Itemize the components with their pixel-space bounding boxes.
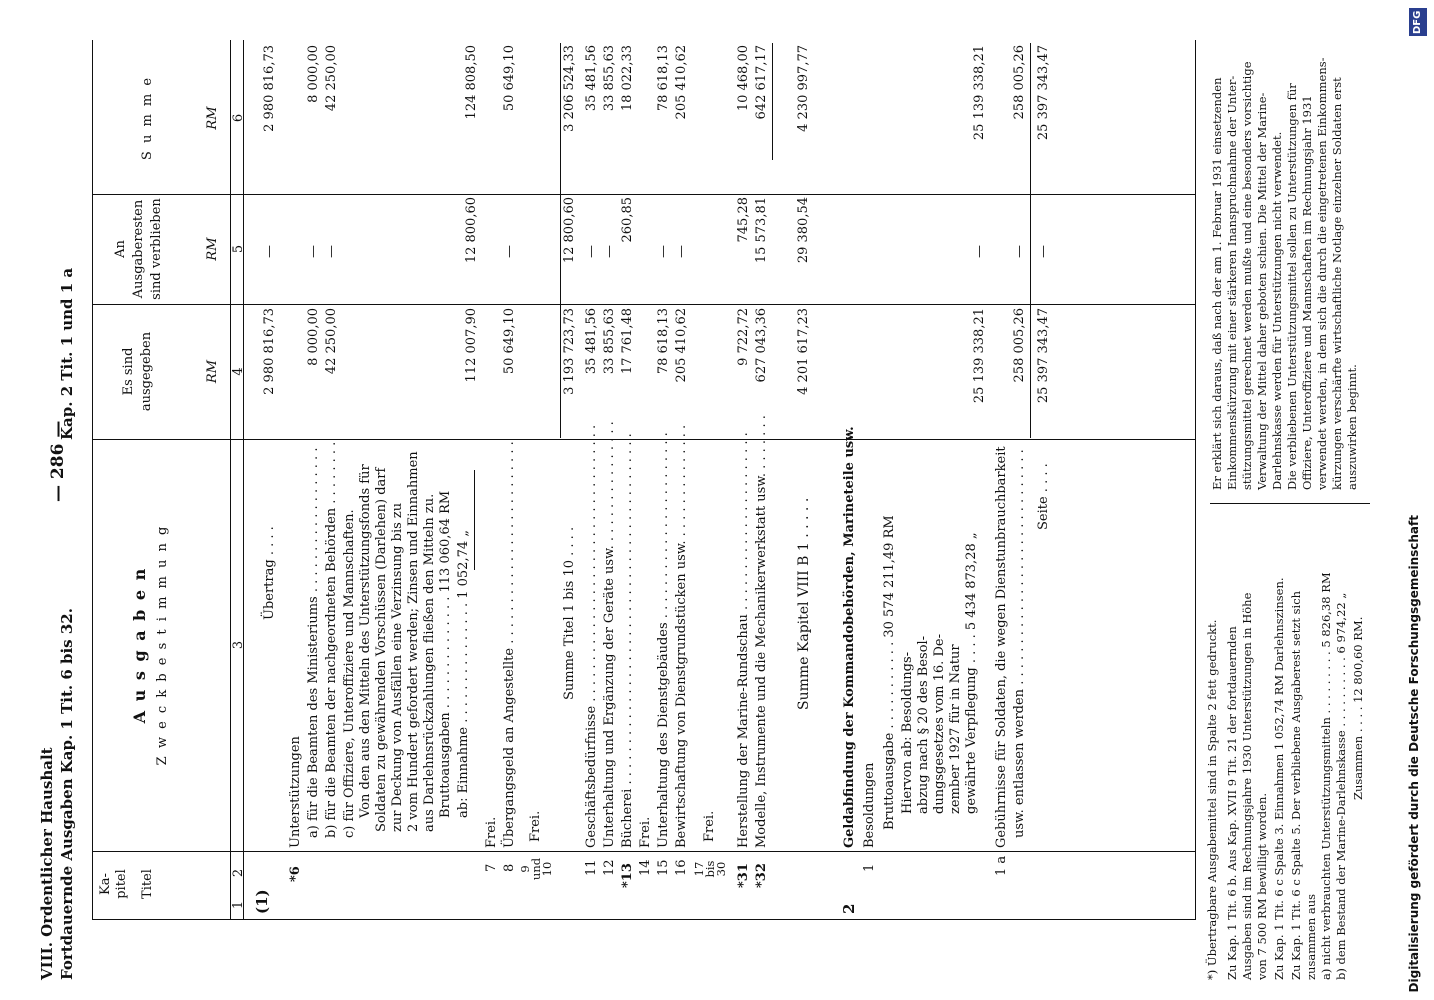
page-number: — 286 — — [48, 420, 68, 502]
col-line-1 — [92, 851, 1195, 852]
titel-8-c6: 50 649,10 — [502, 45, 517, 112]
seite-rule — [1030, 43, 1031, 438]
table-bottom-line — [1195, 40, 1196, 920]
summe-1-10-c4: 3 193 723,73 — [562, 308, 577, 395]
titel-9-10: 9 und 10 — [518, 857, 554, 881]
titel-14-text: Frei. — [638, 816, 653, 848]
footnote-2: Zu Kap. 1 Tit. 6 c Spalte 3. Einnahmen 1 052,74 RM Darlehnszinsen. — [1272, 577, 1286, 980]
kapitel-2: 2 — [840, 903, 858, 914]
unit-col4: RM — [205, 359, 220, 384]
titel-6c-line4: zur Deckung von Ausfällen eine Verzinsung bis zu — [390, 502, 405, 832]
titel-6a-c6: 8 000,00 — [306, 45, 321, 103]
footnote-3d: b) dem Bestand der Marine-Darlehnskasse . . . . . . . . . . 6 974,22 „ — [1334, 592, 1348, 980]
titel-16-c5: — — [674, 245, 689, 258]
titel-31-c4: 9 722,72 — [736, 308, 751, 366]
colnum-6: 6 — [231, 113, 246, 123]
titel-6c-line7: Bruttoausgaben . . . . . . . . . . . . . . 113 060,64 RM — [438, 490, 453, 818]
summe-1-10-c5: 12 800,60 — [562, 197, 577, 264]
titel-13-c4: 17 761,48 — [620, 308, 635, 375]
footnote-right-8: verwendet werden, in dem sich die durch die eingetretenen Einkommens- — [1315, 57, 1329, 490]
titel-15-c5: — — [656, 245, 671, 258]
seite-c5: — — [1036, 245, 1051, 258]
titel-6-text: Unterstützungen — [288, 736, 303, 848]
titel-15-text: Unterhaltung des Dienstgebäudes . . . . . . . . . . . . . . . . . . . . . . . — [656, 432, 671, 848]
titel-32: *32 — [754, 863, 769, 888]
titel-15: 15 — [656, 859, 671, 876]
footnote-1c: von 7 500 RM bewilligt worden. — [1255, 792, 1269, 980]
kap2-titel-1-line5: zember 1927 für in Natur — [948, 644, 963, 814]
summe-kap-rule — [772, 43, 773, 160]
section-title: VIII. Ordentlicher Haushalt — [38, 747, 56, 980]
colnum-5: 5 — [231, 244, 246, 254]
titel-31-c6: 10 468,00 — [736, 45, 751, 112]
kap2-titel-1-line3: abzug nach § 20 des Besol- — [916, 635, 931, 814]
titel-9-10-text: Frei. — [528, 810, 543, 842]
col-line-3 — [92, 439, 1195, 440]
kap2-titel-1-line6: gewährte Verpflegung . . . . 5 434 873,28 „ — [964, 532, 979, 814]
titel-8: 8 — [502, 863, 517, 872]
footnote-right-10: auszuwirken beginnt. — [1345, 364, 1359, 490]
titel-6a-text: a) für die Beamten des Ministeriums . . . . . . . . . . . . . . . . . . — [306, 447, 321, 838]
kapitel-1: (1) — [253, 889, 271, 914]
titel-16-text: Bewirtschaftung von Dienstgrundstücken usw. . . . . . . . . . . . . . . — [674, 424, 689, 848]
titel-6b-c5: — — [324, 245, 339, 258]
kap2-titel-1-c5: — — [972, 245, 987, 258]
titel-17-30: 17 bis 30 — [692, 860, 728, 878]
summe-kapitel-c5: 29 380,54 — [796, 197, 811, 264]
unit-col6: RM — [205, 106, 220, 130]
titel-6b-c4: 42 250,00 — [324, 308, 339, 375]
summe-kapitel-c4: 4 201 617,23 — [796, 308, 811, 395]
uebertrag-c6: 2 980 816,73 — [262, 45, 277, 132]
titel-6c-line2: Von den aus den Mitteln des Unterstützungsfonds für — [358, 464, 373, 818]
titel-32-c4: 627 043,36 — [754, 308, 769, 383]
titel-16-c4: 205 410,62 — [674, 308, 689, 383]
titel-13: *13 — [620, 863, 635, 888]
footnote-3e: Zusammen . . . . 12 800,60 RM. — [1351, 616, 1365, 800]
kap2-titel-1a-c5: — — [1012, 245, 1027, 258]
dfg-logo: DFG — [1409, 8, 1427, 36]
titel-16: 16 — [674, 859, 689, 876]
kap2-titel-1: 1 — [862, 863, 877, 872]
kap2-titel-1-line1: Bruttoausgabe . . . . . . . . . . . 30 574 211,49 RM — [882, 515, 897, 830]
titel-6c-rule — [474, 470, 475, 570]
footnote-right-6: Die verbliebenen Unterstützungsmittel sollen zu Unterstützungen für — [1285, 83, 1299, 490]
section-subtitle: Fortdauernde Ausgaben Kap. 1 Tit. 6 bis 32. — [58, 608, 76, 980]
header-zweckbestimmung: Z w e c k b e s t i m m u n g — [155, 524, 170, 766]
titel-14: 14 — [638, 859, 653, 876]
titel-12: 12 — [602, 859, 617, 876]
colnum-2: 2 — [231, 868, 246, 878]
titel-12-text: Unterhaltung und Ergänzung der Geräte usw. . . . . . . . . . . . . . . . — [602, 421, 617, 848]
titel-8-c5: — — [502, 245, 517, 258]
footnote-right-4: Verwaltung der Mittel daher geboten schien. Die Mittel der Marine- — [1255, 92, 1269, 490]
kapitel-2-title: Geldabfindung der Kommandobehörden, Marineteile usw. — [842, 426, 857, 848]
titel-13-c5: 260,85 — [620, 197, 635, 243]
titel-31-text: Herstellung der Marine-Rundschau . . . . . . . . . . . . . . . . . . . . . . — [736, 432, 751, 848]
footnote-3b: zusammen aus — [1304, 893, 1318, 980]
table-top-line — [92, 40, 93, 920]
header-ausgaben: A u s g a b e n — [130, 566, 149, 724]
footnote-right-7: Offiziere, Unteroffiziere und Mannschaften im Rechnungsjahr 1931 — [1300, 95, 1314, 490]
colnum-4: 4 — [231, 367, 246, 376]
kap2-titel-1-c4: 25 139 338,21 — [972, 308, 987, 404]
header-titel: Titel — [140, 869, 155, 899]
titel-11-text: Geschäftsbedürfnisse . . . . . . . . . . . . . . . . . . . . . . . . . . . . . . . . . . — [584, 424, 599, 848]
seite-c6: 25 397 343,47 — [1036, 45, 1051, 141]
titel-6c-c5: 12 800,60 — [464, 197, 479, 264]
kap2-titel-1-text: Besoldungen — [862, 762, 877, 848]
uebertrag-c5: — — [262, 245, 277, 258]
footnote-3a: Zu Kap. 1 Tit. 6 c Spalte 5. Der verbliebene Ausgaberest setzt sich — [1289, 590, 1303, 980]
colnum-1: 1 — [231, 900, 246, 910]
titel-12-c5: — — [602, 245, 617, 258]
footnote-right-5: Darlehnskasse werden für Unterstützungen nicht verwendet. — [1270, 131, 1284, 490]
titel-12-c6: 33 855,63 — [602, 45, 617, 112]
seite-label: Seite . . . . — [1036, 463, 1051, 530]
unit-col5: RM — [205, 237, 220, 261]
titel-6b-c6: 42 250,00 — [324, 45, 339, 112]
header-summe: S u m m e — [140, 75, 155, 161]
footnote-right-9: kürzungen verschärfte wirtschaftliche Notlage einzelner Soldaten erst — [1330, 77, 1344, 490]
kap2-titel-1a-text: Gebührnisse für Soldaten, die wegen Dienstunbrauchbarkeit — [994, 446, 1009, 848]
titel-32-c6: 642 617,17 — [754, 45, 769, 120]
titel-8-text: Übergangsgeld an Angestellte . . . . . . . . . . . . . . . . . . . . . . . . . — [502, 441, 517, 848]
summe-titel-1-10-label: Summe Titel 1 bis 10 . . . . — [562, 526, 577, 700]
colnum-3: 3 — [231, 640, 246, 650]
titel-32-c5: 15 573,81 — [754, 197, 769, 264]
footnote-1b: Ausgaben sind im Rechnungsjahre 1930 Unterstützungen in Höhe — [1240, 592, 1254, 980]
summe-kapitel-c6: 4 230 997,77 — [796, 45, 811, 132]
titel-31-c5: 745,28 — [736, 197, 751, 243]
titel-11: 11 — [584, 859, 599, 876]
kap2-titel-1a-text2: usw. entlassen werden . . . . . . . . . . . . . . . . . . . . . . . . . . . . . — [1012, 449, 1027, 838]
titel-6c-line1: c) für Offiziere, Unteroffiziere und Mannschaften. — [342, 509, 357, 838]
footnote-star: *) Übertragbare Ausgabemittel sind in Spalte 2 fett gedruckt. — [1205, 619, 1219, 980]
titel-15-c4: 78 618,13 — [656, 308, 671, 375]
titel-6b-text: b) für die Beamten der nachgeordneten Behörden . . . . . . . . — [324, 441, 339, 838]
kap2-titel-1-line4: dungsgesetzes vom 16. De- — [932, 634, 947, 814]
titel-13-c6: 18 022,33 — [620, 45, 635, 112]
titel-7-text: Frei. — [484, 816, 499, 848]
titel-11-c5: — — [584, 245, 599, 258]
col-line-0 — [92, 919, 1195, 920]
titel-32-text: Modelle, Instrumente und die Mechanikerwerkstatt usw. . . . . . . . — [754, 415, 769, 848]
footnote-1a: Zu Kap. 1 Tit. 6 b. Aus Kap. XVII 9 Tit. 21 der fortdauernden — [1225, 626, 1239, 980]
titel-11-c6: 35 481,56 — [584, 45, 599, 112]
titel-6c-line5: 2 vom Hundert gefordert werden; Zinsen und Einnahmen — [406, 451, 421, 832]
kap2-titel-1-line2: Hiervon ab: Besoldungs- — [900, 651, 915, 814]
titel-17-30-text: Frei. — [702, 810, 717, 842]
kap2-titel-1-c6: 25 139 338,21 — [972, 45, 987, 141]
titel-6c-line6: aus Darlehnsrückzahlungen fließen den Mitteln zu. — [422, 493, 437, 832]
dfg-credit-text: Digitalisierung gefördert durch die Deutsche Forschungsgemeinschaft — [1407, 514, 1421, 992]
titel-6c-line3: Soldaten zu gewährenden Vorschüssen (Darlehen) darf — [374, 467, 389, 832]
kapitel-heading: Kap. 2 Tit. 1 und 1 a — [58, 267, 76, 440]
footnote-right-1: Er erklärt sich daraus, daß nach der am 1. Februar 1931 einsetzenden — [1210, 77, 1224, 490]
titel-15-c6: 78 618,13 — [656, 45, 671, 112]
titel-11-c4: 35 481,56 — [584, 308, 599, 375]
titel-8-c4: 50 649,10 — [502, 308, 517, 375]
header-kapitel: Ka- pitel — [98, 869, 129, 899]
titel-16-c6: 205 410,62 — [674, 45, 689, 120]
footnote-right-2: Einkommenskürzung mit einer stärkeren Inanspruchnahme der Unter- — [1225, 75, 1239, 490]
footnote-3c: a) nicht verbrauchten Unterstützungsmitteln . . . . . . . . . 5 826,38 RM — [1319, 572, 1333, 980]
summe-1-10-rule — [560, 43, 561, 438]
titel-6a-c4: 8 000,00 — [306, 308, 321, 366]
header-reste: An Ausgaberesten sind verblieben — [113, 198, 164, 300]
header-ausgegeben: Es sind ausgegeben — [121, 331, 154, 412]
summe-kapitel-label: Summe Kapitel VIII B 1 . . . . . — [796, 497, 812, 710]
titel-6c-c4: 112 007,90 — [464, 308, 479, 383]
summe-1-10-c6: 3 206 524,33 — [562, 45, 577, 132]
kap2-titel-1a-c6: 258 005,26 — [1012, 45, 1027, 120]
dfg-strip — [1404, 6, 1434, 996]
titel-6c-line8: ab: Einnahme . . . . . . . . . . . . . . . 1 052,74 „ — [456, 530, 471, 818]
kap2-titel-1a-c4: 258 005,26 — [1012, 308, 1027, 383]
kap2-titel-1a: 1 a — [994, 855, 1009, 876]
titel-6a-c5: — — [306, 245, 321, 258]
titel-7: 7 — [484, 863, 499, 872]
footnote-divider — [1210, 503, 1370, 504]
titel-13-text: Bücherei . . . . . . . . . . . . . . . . . . . . . . . . . . . . . . . . . . . . . . . . . . . — [620, 433, 635, 848]
titel-31: *31 — [736, 863, 751, 888]
titel-6: *6 — [288, 866, 303, 882]
titel-12-c4: 33 855,63 — [602, 308, 617, 375]
seite-c4: 25 397 343,47 — [1036, 308, 1051, 404]
titel-6c-c6: 124 808,50 — [464, 45, 479, 120]
uebertrag-label: Übertrag . . . . — [262, 526, 277, 620]
footnote-right-3: stützungsmittel gerechnet werden mußte und eine besonders vorsichtige — [1240, 61, 1254, 490]
uebertrag-c4: 2 980 816,73 — [262, 308, 277, 395]
